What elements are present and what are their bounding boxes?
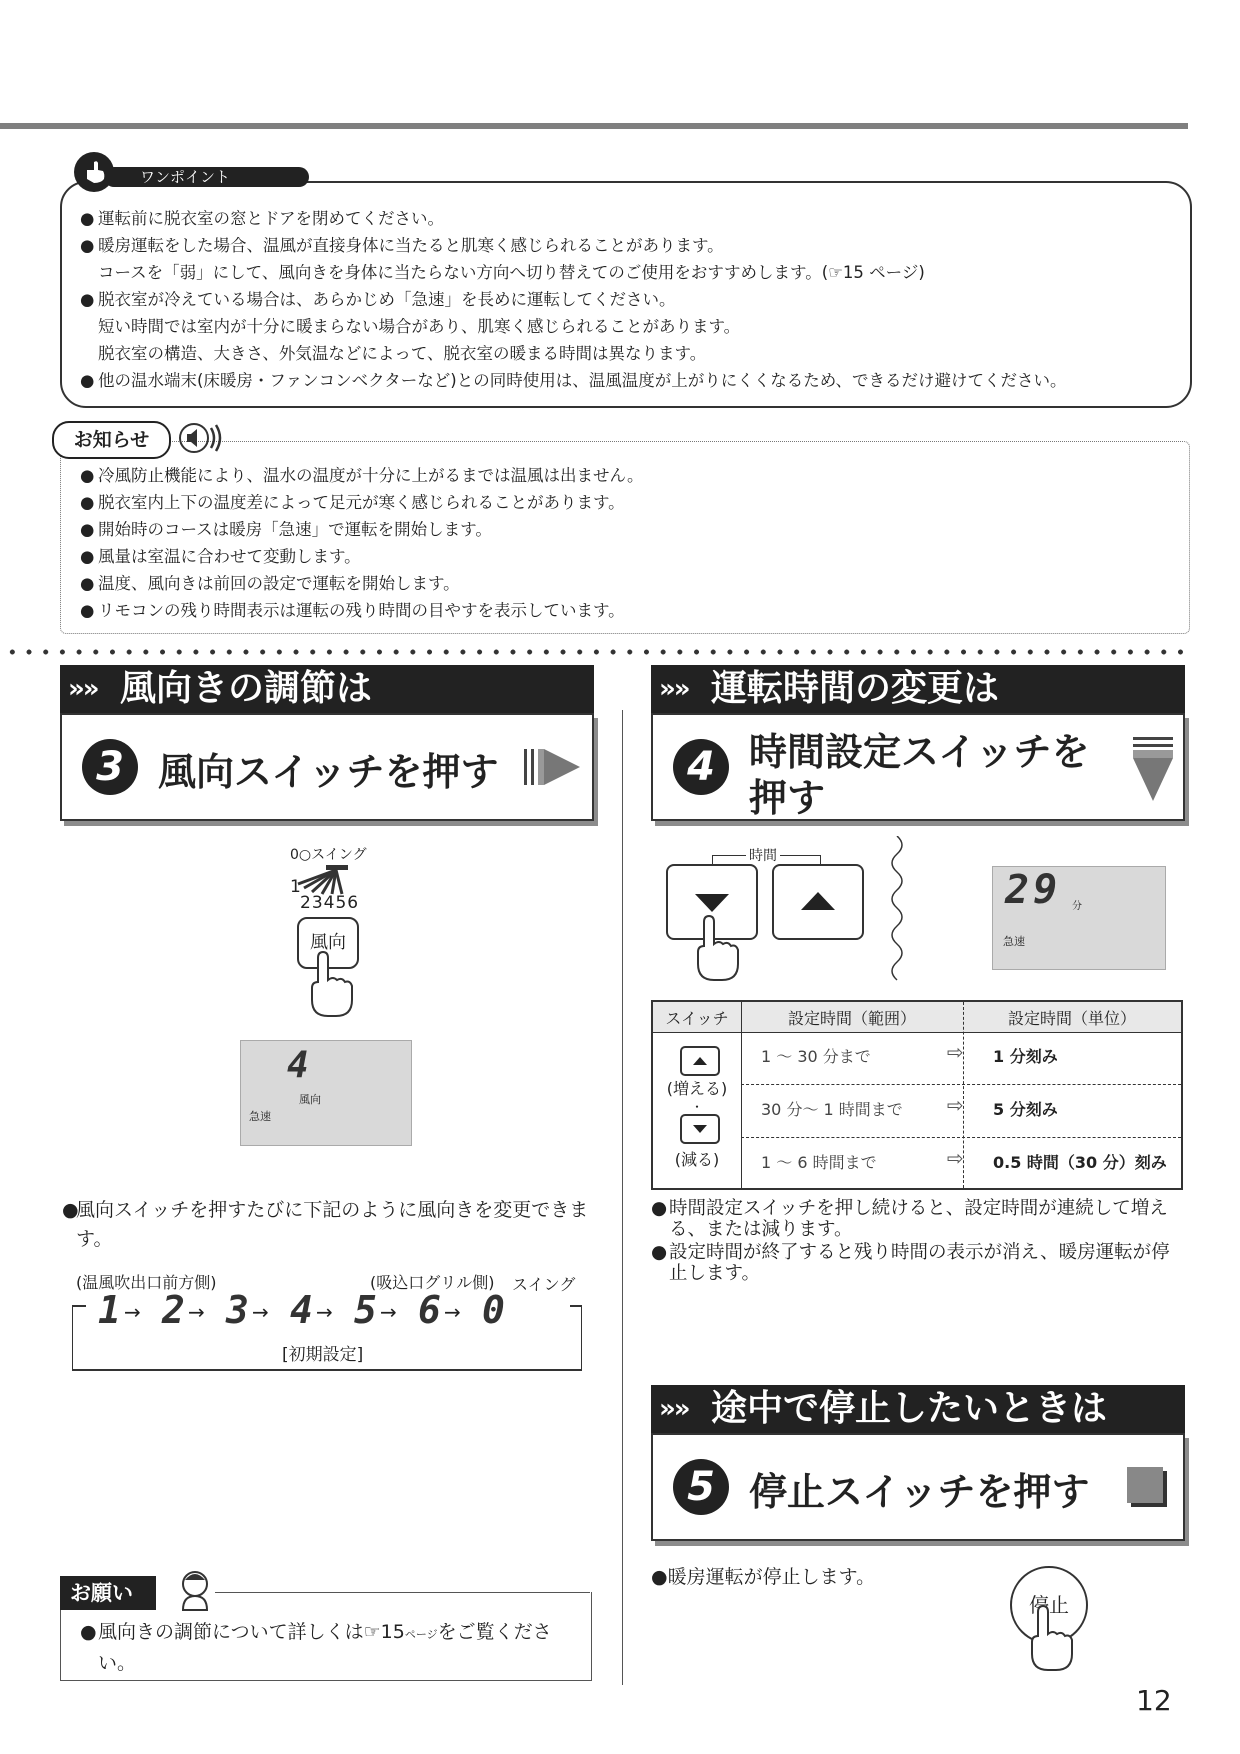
step-text: 風向スイッチを押す: [158, 750, 499, 794]
time-bullet-text: 設定時間が終了すると残り時間の表示が消え、暖房運転が停止します。: [669, 1242, 1170, 1284]
time-table-row-sep2: [741, 1137, 1181, 1138]
sequence-step: 3: [226, 1288, 249, 1332]
bullet-dot: ●: [80, 466, 95, 485]
wind-bullet-text: 風向スイッチを押すたびに下記のように風向きを変更できます。: [76, 1199, 589, 1250]
notice-item: [78, 516, 1178, 543]
time-bullet: [651, 1242, 1185, 1284]
table-unit-cell: 0.5 時間（30 分）刻み: [993, 1153, 1167, 1172]
sequence-step: 0: [482, 1288, 505, 1332]
switch-down-label: (減る): [674, 1150, 720, 1169]
wavy-cut-line: [882, 836, 912, 990]
bullet-dot: ●: [651, 1242, 668, 1263]
time-table: [651, 1000, 1183, 1190]
bullet-dot: ●: [80, 520, 95, 539]
right-arrow-icon: ⇨: [947, 1093, 964, 1117]
step4-text-line1: 時間設定スイッチを: [749, 730, 1090, 774]
section-heading-wind: »» 風向きの調節は: [60, 665, 594, 713]
wind-bullet: ● 風向スイッチを押すたびに下記のように風向きを変更できます。: [62, 1196, 602, 1254]
bowing-person-icon: [178, 1570, 212, 1616]
lcd-time-digits: 29: [1005, 867, 1062, 913]
notice-item-text: 冷風防止機能により、温水の温度が十分に上がるまでは温風は出ません。: [98, 466, 644, 485]
table-unit-cell: 1 分刻み: [993, 1047, 1058, 1066]
onepoint-item-text: 脱衣室が冷えている場合は、あらかじめ「急速」を長めに運転してください。: [98, 290, 676, 309]
notice-item-text: 風量は室温に合わせて変動します。: [98, 547, 361, 566]
bullet-dot: ●: [80, 601, 95, 620]
step-number: 3: [82, 739, 138, 795]
time-bullet: [651, 1198, 1185, 1240]
notice-item-text: 開始時のコースは暖房「急速」で運転を開始します。: [98, 520, 492, 539]
onepoint-item-subtext: 短い時間では室内が十分に暖まらない場合があり、肌寒く感じられることがあります。: [98, 317, 741, 336]
th-switch: スイッチ: [665, 1009, 729, 1028]
request-text-main: 風向きの調節について詳しくは☞15: [98, 1621, 405, 1643]
onepoint-item-text: 他の温水端末(床暖房・ファンコンベクターなど)との同時使用は、温風温度が上がりにくくなるため、できるだけ避けてください。: [98, 371, 1067, 390]
down-arrow-icon-small: [682, 1116, 718, 1142]
stop-button-label: 停止: [1029, 1593, 1069, 1617]
table-range-cell: 1 ～ 6 時間まで: [761, 1153, 877, 1172]
up-arrow-icon-small: [682, 1048, 718, 1074]
time-table-row-sep1: [741, 1084, 1181, 1085]
bullet-dot: ●: [80, 493, 95, 512]
lcd-time-unit: 分: [1072, 901, 1082, 912]
pressing-hand-icon-2: [692, 914, 744, 988]
lcd-wind-label: 風向: [299, 1093, 321, 1106]
notice-item: [78, 462, 1178, 489]
onepoint-item: [78, 205, 1178, 232]
sequence-step: 1: [98, 1288, 121, 1332]
notice-item: [78, 543, 1178, 570]
notice-item: [78, 570, 1178, 597]
lcd-time-mode: 急速: [1003, 935, 1025, 948]
lcd-mode-label: 急速: [249, 1110, 271, 1123]
bullet-dot: ●: [80, 209, 95, 228]
sequence-step: 6: [418, 1288, 441, 1332]
onepoint-item: [78, 367, 1178, 394]
pressing-hand-icon-3: [1026, 1604, 1078, 1678]
sequence-step: 5: [354, 1288, 377, 1332]
request-text-end: をご覧ください。: [98, 1621, 552, 1674]
request-text: ● 風向きの調節について詳しくは☞15ページをご覧ください。: [80, 1621, 552, 1674]
section-heading-text: 風向きの調節は: [120, 668, 373, 709]
step4-number: 4: [673, 739, 729, 795]
bullet-dot: ●: [80, 574, 95, 593]
section-heading-stop-text: 途中で停止したいときは: [711, 1388, 1108, 1429]
sequence-step: 2: [162, 1288, 185, 1332]
swing-numbers: 23456: [300, 893, 360, 913]
sequence-step: 4: [290, 1288, 313, 1332]
onepoint-item: [78, 232, 1178, 259]
time-label: 時間: [746, 845, 780, 865]
sequence-arrow-icon: →: [252, 1300, 269, 1324]
right-arrow-icon: ⇨: [947, 1146, 964, 1170]
lcd-digit: 4: [287, 1045, 309, 1086]
dotted-separator: [4, 648, 1188, 656]
time-table-col1: [741, 1002, 742, 1188]
pressing-hand-icon: [306, 950, 358, 1024]
sequence-arrow-icon: →: [124, 1300, 141, 1324]
column-divider: [622, 710, 623, 1685]
onepoint-item-subtext: 脱衣室の構造、大きさ、外気温などによって、脱衣室の暖まる時間は異なります。: [98, 344, 707, 363]
sequence-arrow-icon: →: [444, 1300, 461, 1324]
seq-left-label: (温風吹出口前方側): [76, 1273, 217, 1292]
time-bullet-text: 時間設定スイッチを押し続けると、設定時間が連続して増える、または減ります。: [669, 1198, 1168, 1240]
stop-square-icon: [1127, 1467, 1163, 1503]
onepoint-list: [78, 205, 1178, 394]
step5-text: 停止スイッチを押す: [749, 1470, 1090, 1514]
notice-list: [78, 462, 1178, 624]
switch-up-label: (増える): [666, 1079, 728, 1098]
seq-right-label: (吸込口グリル側): [370, 1273, 495, 1292]
th-unit: 設定時間（単位）: [1007, 1009, 1136, 1028]
step5-number: 5: [673, 1459, 729, 1515]
bullet-dot: ●: [651, 1198, 668, 1219]
section-heading-time-text: 運転時間の変更は: [711, 668, 1000, 709]
seq-swing-label: スイング: [512, 1275, 576, 1294]
notice-item-text: リモコンの残り時間表示は運転の残り時間の目やすを表示しています。: [98, 601, 625, 620]
notice-item: [78, 489, 1178, 516]
request-rule: [215, 1592, 590, 1593]
table-range-cell: 1 ～ 30 分まで: [761, 1047, 871, 1066]
onepoint-title: ワンポイント: [104, 167, 309, 187]
wind-direction-button-label: 風向: [310, 932, 346, 953]
page-number: 12: [1136, 1684, 1172, 1717]
notice-title: お知らせ: [52, 421, 171, 459]
onepoint-item-subtext: コースを「弱」にして、風向きを身体に当たらない方向へ切り替えてのご使用をおすすめします。(☞15 ページ): [98, 263, 925, 282]
switch-mid: ・: [690, 1100, 703, 1114]
notice-item: [78, 597, 1178, 624]
play-triangle-icon: [524, 745, 582, 793]
sequence-arrow-icon: →: [188, 1300, 205, 1324]
pointing-hand-icon: [74, 152, 114, 192]
table-up-button: [680, 1046, 720, 1076]
sequence-diagram: [72, 1288, 582, 1372]
right-arrow-icon: ⇨: [947, 1040, 964, 1064]
lcd-time: [992, 866, 1166, 970]
stop-bullet: ●暖房運転が停止します。: [651, 1566, 876, 1588]
notice-item-text: 脱衣室内上下の温度差によって足元が寒く感じられることがあります。: [98, 493, 625, 512]
sequence-row: [98, 1288, 578, 1336]
lcd-wind: [240, 1040, 412, 1146]
onepoint-item-text: 運転前に脱衣室の窓とドアを閉めてください。: [98, 209, 445, 228]
seq-initial-label: [初期設定]: [282, 1345, 364, 1365]
bullet-dot: ●: [80, 236, 95, 255]
request-title: お願い: [60, 1576, 156, 1610]
swing-number-1: 1: [290, 877, 301, 897]
step3-box: [60, 713, 594, 821]
onepoint-item: [78, 286, 1178, 313]
stop-bullet-text: 暖房運転が停止します。: [667, 1566, 876, 1588]
step4-box: [651, 713, 1185, 821]
step4-text-line2: 押す: [749, 776, 826, 820]
up-arrow-icon: [774, 866, 862, 938]
time-up-button[interactable]: [772, 864, 864, 940]
sequence-arrow-icon: →: [316, 1300, 333, 1324]
bullet-dot: ●: [80, 547, 95, 566]
th-range: 設定時間（範囲）: [787, 1009, 916, 1028]
onepoint-item-text: 暖房運転をした場合、温風が直接身体に当たると肌寒く感じられることがあります。: [98, 236, 724, 255]
bullet-dot: ●: [80, 290, 95, 309]
table-range-cell: 30 分～ 1 時間まで: [761, 1100, 903, 1119]
down-triangle-icon: [1131, 735, 1175, 807]
top-rule: [0, 123, 1188, 129]
notice-item-text: 温度、風向きは前回の設定で運転を開始します。: [98, 574, 460, 593]
sequence-arrow-icon: →: [380, 1300, 397, 1324]
time-bullets: [651, 1198, 1185, 1286]
section-heading-stop: »» 途中で停止したいときは: [651, 1385, 1185, 1433]
request-page-unit: ページ: [404, 1628, 438, 1641]
section-heading-time: »» 運転時間の変更は: [651, 665, 1185, 713]
step5-box: [651, 1433, 1185, 1541]
speaker-icon: [178, 420, 228, 460]
swing-label: 0○スイング: [290, 847, 367, 863]
bullet-dot: ●: [80, 371, 95, 390]
table-down-button: [680, 1114, 720, 1144]
table-unit-cell: 5 分刻み: [993, 1100, 1058, 1119]
